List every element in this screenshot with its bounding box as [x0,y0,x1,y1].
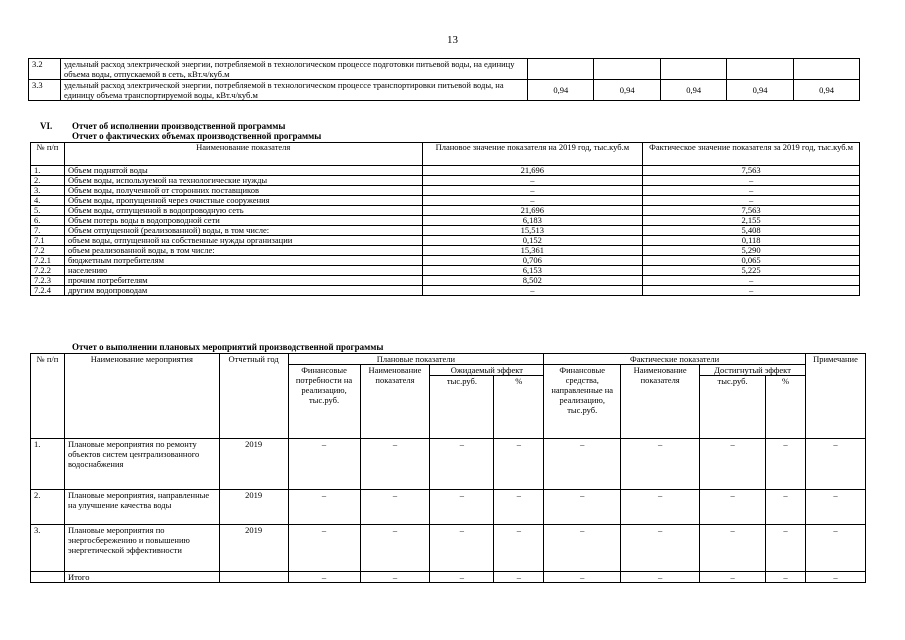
value-cell: – [805,572,865,583]
measures-title: Отчет о выполнении плановых мероприятий производственной программы [72,342,384,352]
value-cell: – [621,572,700,583]
table-row [31,226,860,236]
fact-value: 2,155 [643,216,860,226]
value-cell: – [494,490,544,525]
plan-value: 6,183 [422,216,643,226]
row-year [219,572,288,583]
row-name: Объем отпущенной (реализованной) воды, в том числе: [64,226,422,236]
row-year: 2019 [219,490,288,525]
table-row [31,206,860,216]
section-title: Отчет об исполнении производственной программы [72,121,286,131]
col-header-num: № п/п [31,354,65,439]
value-cell: – [544,525,621,572]
table-row [31,525,866,572]
table-row [31,196,860,206]
plan-value: 6,153 [422,266,643,276]
value-cell [661,59,727,80]
row-number: 3.2 [29,59,61,80]
row-name: Итого [64,572,219,583]
row-number: 2. [31,176,65,186]
fact-value: 7,563 [643,166,860,176]
row-number: 7.2.4 [31,286,65,296]
table-row [31,166,860,176]
row-number: 6. [31,216,65,226]
col-header-year: Отчетный год [219,354,288,439]
row-number [31,572,65,583]
value-cell [727,59,794,80]
plan-value: 21,696 [422,206,643,216]
row-year: 2019 [219,525,288,572]
col-header-achieved-rub: тыс.руб. [700,376,766,439]
col-header-fact-indicator: Наименование показателя [621,365,700,439]
fact-value: 7,563 [643,206,860,216]
fact-value: 0,065 [643,256,860,266]
plan-value: – [422,196,643,206]
row-number: 3.3 [29,80,61,101]
row-number: 7.2.3 [31,276,65,286]
value-cell: – [766,439,806,490]
table-row [29,80,860,101]
value-cell: – [805,439,865,490]
col-header-actual: Фактические показатели [544,354,806,365]
value-cell: – [766,525,806,572]
row-name: объем реализованной воды, в том числе: [64,246,422,256]
table-row [29,59,860,80]
value-cell: – [494,439,544,490]
value-cell: – [700,572,766,583]
row-name: бюджетным потребителям [64,256,422,266]
row-name: объем воды, отпущенной на собственные нужды организации [64,236,422,246]
row-number: 7.2 [31,246,65,256]
row-number: 2. [31,490,65,525]
table-row [31,276,860,286]
table-row [31,176,860,186]
row-name: удельный расход электрической энергии, потребляемой в технологическом процессе подготовки питьевой воды, на единицу объема воды, отпускаемой в сеть, кВт.ч/куб.м [60,59,527,80]
plan-value: 0,152 [422,236,643,246]
fact-value: 5,290 [643,246,860,256]
row-number: 7.2.2 [31,266,65,276]
row-name: удельный расход электрической энергии, потребляемой в технологическом процессе транспортировки питьевой воды, на единицу объема транспортируемой воды, кВт.ч/куб.м [60,80,527,101]
value-cell: 0,94 [594,80,661,101]
fact-value: – [643,176,860,186]
fact-value: 5,408 [643,226,860,236]
col-header-expected-pct: % [494,376,544,439]
value-cell: 0,94 [794,80,860,101]
table-row [31,439,866,490]
value-cell: – [805,525,865,572]
col-header-note: Примечание [805,354,865,439]
row-name: другим водопроводам [64,286,422,296]
table-row [31,572,866,583]
fact-value: 0,118 [643,236,860,246]
value-cell: – [621,490,700,525]
section-subtitle: Отчет о фактических объемах производственной программы [72,131,322,141]
row-number: 7.2.1 [31,256,65,266]
table-row [31,216,860,226]
col-header-achieved-pct: % [766,376,806,439]
row-name: Плановые мероприятия по энергосбережению и повышению энергетической эффективности [64,525,219,572]
value-cell: – [494,525,544,572]
col-header-name: Наименование показателя [64,143,422,166]
col-header-expected: Ожидаемый эффект [430,365,544,376]
plan-value: 15,513 [422,226,643,236]
value-cell: – [430,572,494,583]
row-name: Объем воды, пропущенной через очистные сооружения [64,196,422,206]
col-header-fact: Фактическое значение показателя за 2019 год, тыс.куб.м [643,143,860,166]
fact-value: – [643,196,860,206]
value-cell [794,59,860,80]
value-cell: – [430,490,494,525]
energy-consumption-table [28,58,860,101]
plan-value: 8,502 [422,276,643,286]
fact-value: – [643,186,860,196]
row-number: 4. [31,196,65,206]
value-cell: 0,94 [661,80,727,101]
col-header-num: № п/п [31,143,65,166]
table-row [31,246,860,256]
col-header-planned: Плановые показатели [288,354,544,365]
value-cell: – [766,572,806,583]
value-cell: – [544,490,621,525]
value-cell: – [700,525,766,572]
col-header-achieved: Достигнутый эффект [700,365,806,376]
value-cell [528,59,594,80]
row-name: Объем воды, полученной от сторонних поставщиков [64,186,422,196]
col-header-plan-finance: Финансовые потребности на реализацию, тыс.руб. [288,365,360,439]
col-header-fact-finance: Финансовые средства, направленные на реализацию, тыс.руб. [544,365,621,439]
row-number: 1. [31,166,65,176]
value-cell: – [430,525,494,572]
value-cell: – [621,439,700,490]
value-cell: – [360,490,430,525]
value-cell: – [700,490,766,525]
plan-value: – [422,286,643,296]
value-cell: – [494,572,544,583]
row-name: Объем воды, отпущенной в водопроводную сеть [64,206,422,216]
row-number: 7.1 [31,236,65,246]
value-cell: – [544,439,621,490]
section-number: VI. [40,121,53,131]
row-name: Объем потерь воды в водопроводной сети [64,216,422,226]
value-cell [594,59,661,80]
row-name: Плановые мероприятия, направленные на улучшение качества воды [64,490,219,525]
plan-value: 21,696 [422,166,643,176]
page-number: 13 [447,34,458,46]
table-row [31,256,860,266]
col-header-name: Наименование мероприятия [64,354,219,439]
table-row [31,186,860,196]
col-header-plan: Плановое значение показателя на 2019 год, тыс.куб.м [422,143,643,166]
row-name: Плановые мероприятия по ремонту объектов систем централизованного водоснабжения [64,439,219,490]
row-number: 1. [31,439,65,490]
table-row [31,286,860,296]
value-cell: – [805,490,865,525]
value-cell: – [360,572,430,583]
value-cell: 0,94 [528,80,594,101]
table-row [31,236,860,246]
row-number: 7. [31,226,65,236]
value-cell: – [430,439,494,490]
row-year: 2019 [219,439,288,490]
fact-value: – [643,286,860,296]
row-name: Объем воды, используемой на технологические нужды [64,176,422,186]
plan-value: – [422,176,643,186]
value-cell: 0,94 [727,80,794,101]
row-name: населению [64,266,422,276]
plan-value: 0,706 [422,256,643,266]
row-number: 3. [31,186,65,196]
value-cell: – [288,490,360,525]
plan-value: – [422,186,643,196]
row-name: Объем поднятой воды [64,166,422,176]
value-cell: – [288,525,360,572]
row-name: прочим потребителям [64,276,422,286]
measures-table [30,353,866,583]
value-cell: – [700,439,766,490]
value-cell: – [621,525,700,572]
value-cell: – [360,439,430,490]
value-cell: – [360,525,430,572]
value-cell: – [288,439,360,490]
col-header-expected-rub: тыс.руб. [430,376,494,439]
fact-value: 5,225 [643,266,860,276]
row-number: 3. [31,525,65,572]
value-cell: – [766,490,806,525]
table-row [31,490,866,525]
table-row [31,266,860,276]
row-number: 5. [31,206,65,216]
plan-value: 15,361 [422,246,643,256]
volumes-table [30,142,860,296]
value-cell: – [544,572,621,583]
col-header-plan-indicator: Наименование показателя [360,365,430,439]
value-cell: – [288,572,360,583]
fact-value: – [643,276,860,286]
